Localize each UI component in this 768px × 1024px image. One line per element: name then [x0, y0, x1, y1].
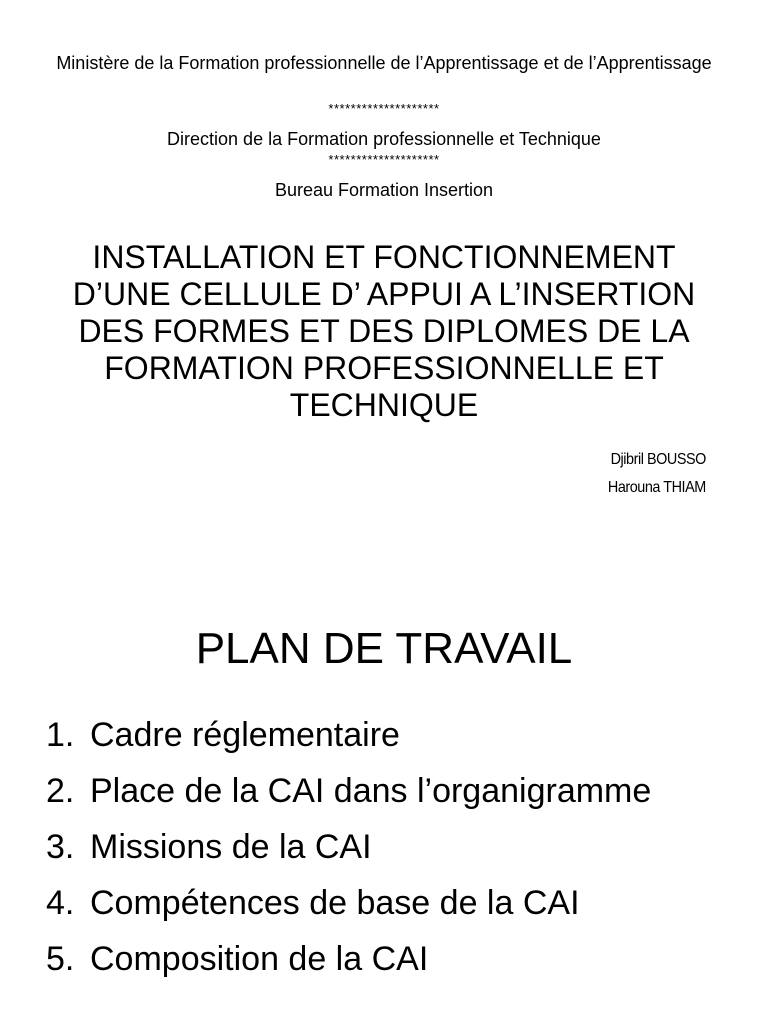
separator-stars: ******************** — [328, 101, 440, 116]
document-title: INSTALLATION ET FONCTIONNEMENT D’UNE CELLULE D’ APPUI A L’INSERTION DES FORMES ET DES DIPLOMES DE LA FORMATION PROFESSIONNELLE ET TECHNIQUE — [72, 239, 696, 423]
list-item-number: 2. — [46, 772, 75, 810]
list-item-number: 1. — [46, 716, 75, 754]
list-item-text: Compétences de base de la CAI — [90, 884, 580, 922]
author-name: Harouna THIAM — [608, 479, 706, 496]
list-item — [46, 937, 726, 982]
list-item-number: 3. — [46, 828, 75, 866]
list-item-text: Place de la CAI dans l’organigramme — [90, 772, 652, 810]
list-item — [46, 769, 726, 814]
author-name: Djibril BOUSSO — [610, 451, 706, 468]
plan-title: PLAN DE TRAVAIL — [195, 624, 573, 673]
list-item-number: 5. — [46, 940, 75, 978]
separator-stars: ******************** — [328, 152, 440, 167]
list-item-text: Missions de la CAI — [90, 828, 372, 866]
plan-list — [46, 713, 726, 993]
list-item — [46, 825, 726, 870]
list-item-text: Cadre réglementaire — [90, 716, 400, 754]
list-item-text: Composition de la CAI — [90, 940, 429, 978]
list-item — [46, 881, 726, 926]
list-item-number: 4. — [46, 884, 75, 922]
bureau-heading: Bureau Formation Insertion — [274, 180, 494, 200]
ministry-heading: Ministère de la Formation professionnelle de l’Apprentissage et de l’Apprentissage — [56, 53, 712, 73]
list-item — [46, 713, 726, 758]
direction-heading: Direction de la Formation professionnelle et Technique — [167, 129, 601, 149]
